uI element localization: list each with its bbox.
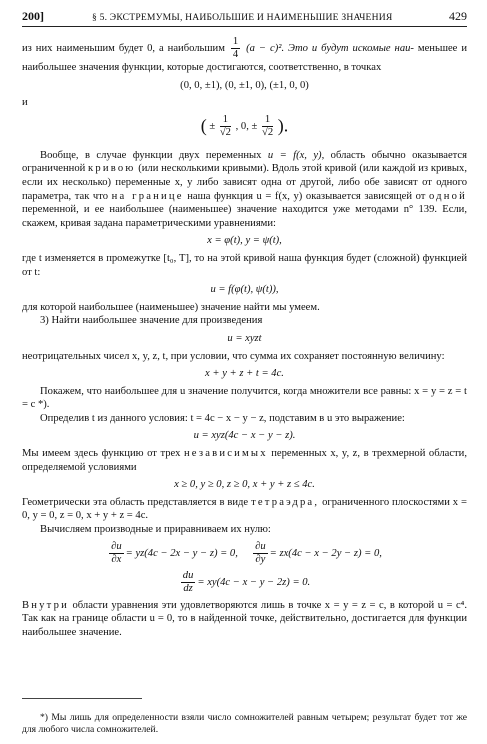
derivative-rhs: = yz(4c − 2x − y − z) = 0, xyxy=(125,547,238,559)
paragraph-derivatives: Вычисляем производные и приравниваем их нулю: xyxy=(40,524,271,536)
derivative-rhs: = xy(4c − x − y − 2z) = 0. xyxy=(197,576,311,588)
footnote: *) Мы лишь для определенности взяли число сомножителей равным четырем; результат будет тот же для любого числа сомножителей. xyxy=(22,711,467,735)
equation-mid: , 0, ± xyxy=(235,120,258,132)
paragraph-intro xyxy=(22,36,467,75)
fraction-du-dx xyxy=(109,541,124,566)
equation-sum: x + y + z + t = 4c. xyxy=(205,368,284,380)
paragraph-conclusion: для которой наибольшее (наименьшее) значение найти мы умеем. xyxy=(22,301,320,313)
spaced-word: тетраэдра, xyxy=(251,496,320,508)
paragraph-domain xyxy=(22,447,467,474)
text-run: Вообще, в случае функции двух переменных xyxy=(40,149,262,161)
paren-open: ( xyxy=(200,115,207,136)
spaced-word: независимых xyxy=(183,448,268,460)
text-run: u = f(x, y), xyxy=(267,149,325,161)
fraction-quarter xyxy=(231,36,240,61)
fraction-denominator: 4 xyxy=(232,49,239,60)
paragraph-interior xyxy=(22,599,467,640)
fraction-numerator: 1 xyxy=(262,114,273,127)
fraction-du-dy xyxy=(253,541,268,566)
text-run: переменных x, y, z, в трехмерной области, определяемой условиями xyxy=(22,448,467,473)
fraction-denominator: √2 xyxy=(262,126,274,138)
equation-derivative-z xyxy=(22,570,467,595)
fraction-numerator: 1 xyxy=(232,36,239,47)
spaced-word: на границе xyxy=(111,190,184,202)
text-run: область обычно оказывается ограниченной xyxy=(22,149,468,175)
conjunction: и xyxy=(22,97,28,109)
paragraph-substitute: Определив t из данного условия: t = 4c − x − y − z, подставим в u это выражение: xyxy=(40,412,405,424)
paragraph-condition: неотрицательных чисел x, y, z, t, при условии, что сумма их сохраняет постоянную величину: xyxy=(22,350,445,362)
paragraph-show: Покажем, что наибольшее для u значение получится, когда множители все равны: x = y = z = t = c *). xyxy=(22,385,467,411)
spaced-word: кривою xyxy=(88,163,136,175)
spaced-word: одной xyxy=(428,190,467,202)
paren-close: ). xyxy=(277,115,289,136)
text-run: ограниченного плоскостями x = 0, y = 0, z = 0, x + y + z = 4c. xyxy=(22,496,467,522)
fraction-inv-sqrt2 xyxy=(220,114,231,139)
text-line: меньшее и наибольшее значения функции, которые достигаются, соответственно, в точках xyxy=(22,42,467,73)
fraction-numerator: ∂u xyxy=(255,540,266,552)
footnote-rule xyxy=(22,698,142,699)
page-number-left: 200] xyxy=(22,9,44,23)
text-line: из них наименьшим будет 0, а наибольшим xyxy=(22,42,225,54)
paragraph-tetrahedron xyxy=(22,496,467,523)
paragraph-problem-3: 3) Найти наибольшее значение для произведения xyxy=(40,315,263,327)
equation-product: u = xyzt xyxy=(227,332,262,344)
fraction-du-dz xyxy=(181,570,196,595)
fraction-denominator: ∂y xyxy=(255,553,266,565)
equation-substituted: u = xyz(4c − x − y − z). xyxy=(193,430,296,442)
derivative-rhs: = zx(4c − x − 2y − z) = 0, xyxy=(269,547,382,559)
text-run: Мы имеем здесь функцию от трех xyxy=(22,448,181,460)
fraction-denominator: ∂x xyxy=(111,553,122,565)
page-body xyxy=(22,36,467,639)
fraction-numerator: du xyxy=(182,569,194,581)
equation-composite: u = f(φ(t), ψ(t)), xyxy=(210,284,279,296)
fraction-numerator: ∂u xyxy=(111,540,122,552)
text-run: переменной, и ее наибольшее (наименьшее) значение находится уже методами n° 139. Если, скажем, кривая задана параметрическими уравнениями: xyxy=(22,204,467,229)
equation-inequalities: x ≥ 0, y ≥ 0, z ≥ 0, x + y + z ≤ 4c. xyxy=(174,479,315,491)
fraction-denominator: √2 xyxy=(219,126,231,138)
fraction-inv-sqrt2-b xyxy=(262,114,273,139)
paragraph-interval: где t изменяется в промежутке [t₀, T], то на этой кривой наша функция будет (сложной) функцией от t: xyxy=(22,252,467,278)
text-run: наша функция u = f(x, y) оказывается зависящей от xyxy=(187,190,426,202)
spaced-word: Внутри xyxy=(22,599,69,611)
equation-parametric: x = φ(t), y = ψ(t), xyxy=(207,235,282,247)
equation-derivatives-row xyxy=(22,541,467,566)
equation-points: (0, 0, ±1), (0, ±1, 0), (±1, 0, 0) xyxy=(180,79,309,91)
equation-points-2 xyxy=(22,114,467,139)
page-number: 429 xyxy=(449,9,467,23)
running-header xyxy=(22,10,467,24)
text-line: (a − c)². Это и будут искомые наи- xyxy=(246,42,414,54)
pm-sign: ± xyxy=(209,120,216,132)
fraction-numerator: 1 xyxy=(220,114,231,127)
header-rule xyxy=(22,26,467,27)
text-run: (или несколькими кривыми). Вдоль этой кривой (или каждой из кривых, если их несколько) переменные x, y либо зависят одна от другой, либо обе зависят от одного параметра, так что xyxy=(22,163,467,202)
text-run: Геометрически эта область представляется в виде xyxy=(22,496,249,508)
fraction-denominator: dz xyxy=(183,582,193,594)
text-run: области уравнения эти удовлетворяются лишь в точке x = y = z = c, в которой u = c⁴. Так как на границе области u = 0, то в найденной точке, действительно, достигается для функции наибольшее значение. xyxy=(22,599,468,638)
paragraph-general xyxy=(22,149,467,231)
section-title: § 5. ЭКСТРЕМУМЫ, НАИБОЛЬШИЕ И НАИМЕНЬШИЕ ЗНАЧЕНИЯ xyxy=(92,12,393,23)
